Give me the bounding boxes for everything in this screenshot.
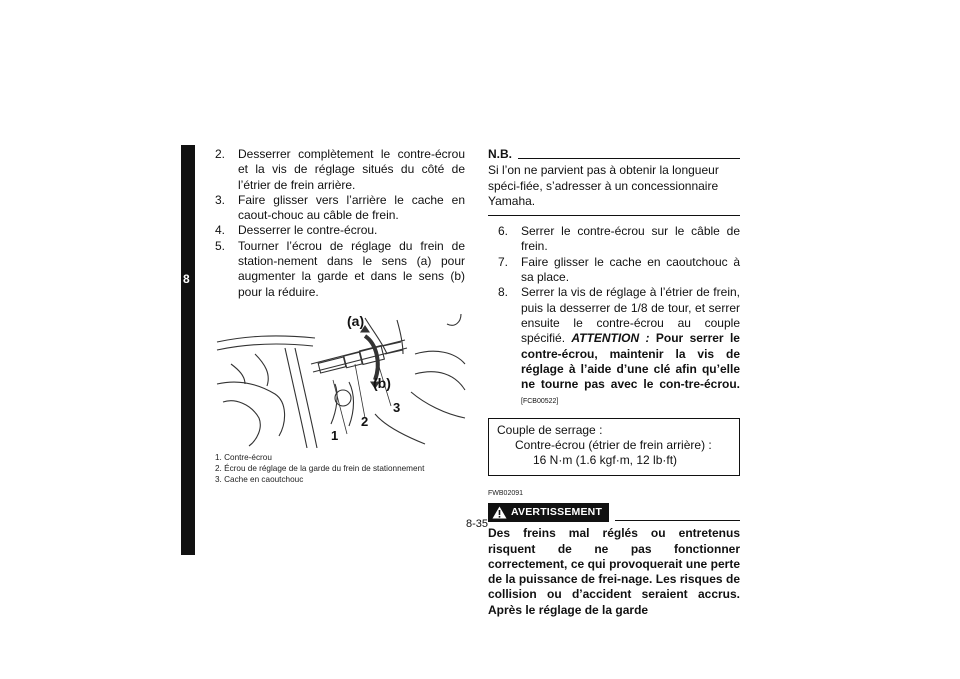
step-number: 7. xyxy=(498,254,509,269)
warning-label xyxy=(488,503,609,522)
page-number: 8-35 xyxy=(466,518,489,530)
attention-code: [FCB00522] xyxy=(521,398,559,406)
step-item xyxy=(215,239,465,300)
step-number: 2. xyxy=(215,147,226,161)
warning-code: FWB02091 xyxy=(488,489,524,497)
right-column xyxy=(488,147,740,618)
step-item xyxy=(498,224,740,255)
step-number: 8. xyxy=(498,285,509,300)
direction-label-a: (a) xyxy=(347,312,365,329)
nb-text: Si l’on ne parvient pas à obtenir la longueur spéci-fiée, s’adresser à un concessionnaire Yamaha. xyxy=(488,163,740,216)
step-item xyxy=(215,147,465,193)
step-text: Desserrer le contre-écrou. xyxy=(238,223,378,238)
warning-label-text: AVERTISSEMENT xyxy=(511,505,603,518)
step-item xyxy=(215,223,465,238)
step-text: Faire glisser vers l’arrière le cache en caout-chouc au câble de frein. xyxy=(238,192,465,223)
step-item xyxy=(498,255,740,286)
left-steps xyxy=(215,147,465,300)
warning-triangle-icon xyxy=(492,506,507,519)
figure-drawing xyxy=(215,314,467,448)
section-tab xyxy=(181,145,195,555)
callout-3: 3 xyxy=(393,399,401,415)
step-text: Desserrer complètement le contre-écrou et la vis de réglage situés du côté de l’étrier de frein arrière. xyxy=(238,147,465,192)
torque-value: 16 N·m (1.6 kgf·m, 12 lb·ft) xyxy=(533,453,678,468)
caption-item: 2. Écrou de réglage de la garde du frein de stationnement xyxy=(215,464,425,474)
nb-title: N.B. xyxy=(488,147,512,161)
figure-captions xyxy=(215,452,465,486)
brake-cable-figure xyxy=(215,314,467,448)
warning-text: Des freins mal réglés ou entretenus risquent de ne pas fonctionner correctement, ce qui provoquerait une perte de la puissance de frei-nage. Les risques de collision ou d’accident seraient accrus. Après le réglage de la garde xyxy=(488,526,740,617)
caption-item: 3. Cache en caoutchouc xyxy=(215,475,304,485)
torque-box xyxy=(488,418,740,476)
right-steps xyxy=(498,224,740,410)
step-number: 5. xyxy=(215,238,226,253)
caption-item: 1. Contre-écrou xyxy=(215,452,272,462)
step-number: 4. xyxy=(215,223,226,238)
step-item xyxy=(498,285,740,409)
step-number: 6. xyxy=(498,224,509,239)
step-text: Serrer la vis de réglage à l’étrier de frein, puis la desserrer de 1/8 de tour, et serrer ensuite le contre-écrou au couple spécifié. xyxy=(521,285,740,346)
nb-heading xyxy=(488,147,740,162)
step-text: Serrer le contre-écrou sur le câble de frein. xyxy=(521,224,740,254)
step-number: 3. xyxy=(215,192,226,207)
callout-2: 2 xyxy=(361,413,369,429)
torque-item: Contre-écrou (étrier de frein arrière) : xyxy=(515,438,712,453)
step-text: Tourner l’écrou de réglage du frein de station-nement dans le sens (a) pour augmenter la garde et dans le sens (b) pour la réduire. xyxy=(238,238,465,299)
torque-title: Couple de serrage : xyxy=(497,422,603,437)
attention-text: Pour serrer le contre-écrou, maintenir la vis de réglage à l’aide d’une clé afin qu’elle ne tourne pas avec le con-tre-écrou. xyxy=(521,331,740,392)
warning-header xyxy=(488,503,740,522)
callout-1: 1 xyxy=(331,427,339,443)
left-column xyxy=(215,147,465,486)
warning-rule xyxy=(615,520,740,521)
attention-label: ATTENTION : xyxy=(571,331,650,346)
step-text: Faire glisser le cache en caoutchouc à sa place. xyxy=(521,254,740,285)
section-tab-number: 8 xyxy=(183,272,190,286)
direction-label-b: (b) xyxy=(373,374,391,391)
step-item xyxy=(215,193,465,224)
